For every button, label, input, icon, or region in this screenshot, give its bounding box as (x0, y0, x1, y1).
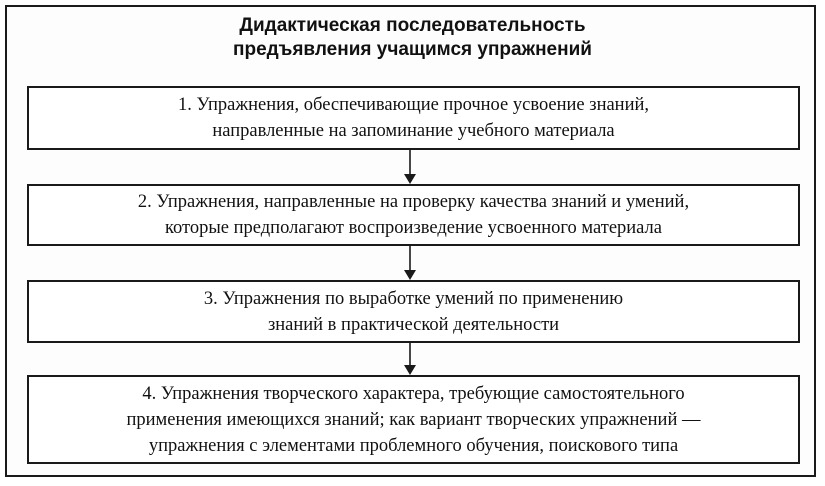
step-4-line-2: применения имеющихся знаний; как вариант творческих упражнений — (126, 409, 701, 430)
step-2-box (27, 184, 800, 246)
step-4-line-3: упражнения с элементами проблемного обучения, поискового типа (148, 435, 679, 456)
step-1-line-1: 1. Упражнения, обеспечивающие прочное усвоение знаний, (177, 95, 650, 115)
step-1-line-2: направленные на запоминание учебного материала (212, 121, 615, 141)
step-3-line-1: 3. Упражнения по выработке умений по применению (203, 288, 624, 309)
title-line-1: Дидактическая последовательность (239, 15, 586, 36)
step-3-box (27, 280, 800, 343)
step-2-line-2: которые предполагают воспроизведение усвоенного материала (164, 218, 662, 238)
title-line-2: предъявления учащимся упражнений (233, 39, 592, 60)
step-2-line-1: 2. Упражнения, направленные на проверку качества знаний и умений, (137, 192, 690, 212)
step-4-line-1: 4. Упражнения творческого характера, требующие самостоятельного (142, 383, 685, 404)
step-1-box (27, 86, 800, 150)
step-4-box (27, 375, 800, 464)
step-3-line-2: знаний в практической деятельности (267, 314, 560, 335)
diagram-title (0, 14, 825, 62)
